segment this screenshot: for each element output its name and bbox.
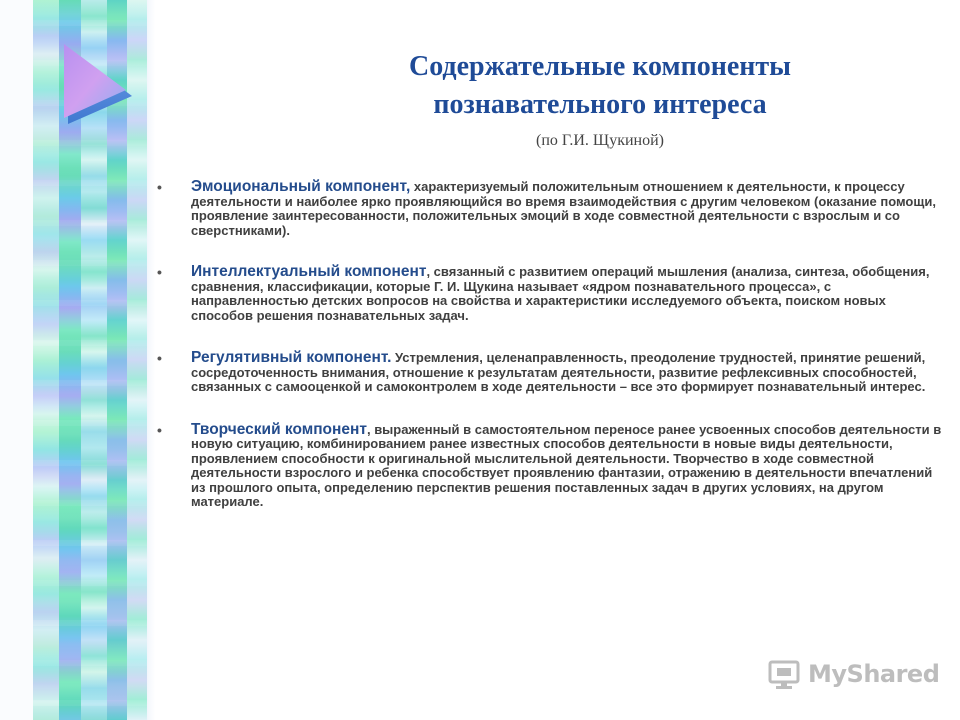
bullet-icon: •: [157, 421, 162, 438]
slide-title-line2: познавательного интереса: [433, 89, 767, 120]
play-triangle-icon: [62, 44, 134, 128]
list-item: [157, 265, 947, 323]
item-lead: Интеллектуальный компонент: [191, 263, 427, 280]
mosaic-column: [33, 0, 59, 720]
bullet-list: [157, 180, 947, 540]
bullet-icon: •: [157, 350, 162, 366]
left-margin: [0, 0, 33, 720]
slide-title-line1: Содержательные компоненты: [408, 51, 792, 82]
bullet-icon: •: [157, 179, 162, 195]
list-item: [157, 420, 947, 510]
item-lead: Эмоциональный компонент,: [191, 178, 411, 195]
watermark: [768, 656, 939, 692]
item-text: , выраженный в самостоятельном переносе ранее усвоенных способов деятельности в новую ситуацию, комбинированием ранее известных способов деятельности в новые виды деятельности, проявлением способности к оригинальной мыслительной деятельности. Творчество в ходе совместной деятельности взрослого и ребенка способствует проявлению фантазии, отражению в деятельности впечатлений из прошлого опыта, определению перспектив решения поставленных задач в других условиях, на другом материале.: [191, 421, 942, 509]
strip-edge: [147, 0, 155, 720]
item-text: Устремления, целенаправленность, преодоление трудностей, принятие решений, сосредоточенность внимания, отношение к результатам деятельности, развитие рефлексивных способностей, связанных с самооценкой и самоконтролем в ходе деятельности – все это формирует познавательный интерес.: [191, 350, 926, 394]
item-text: характеризуемый положительным отношением к деятельности, к процессу деятельности и наиболее ярко проявляющийся во время взаимодействия с другим человеком (оказание помощи, проявление заинтересованности, положительных эмоций в ходе совместной деятельности с взрослым и со сверстниками).: [191, 179, 936, 238]
item-lead: Творческий компонент: [191, 420, 367, 438]
slide-title: [300, 48, 900, 124]
myshared-logo-icon: [768, 658, 800, 690]
slide-subtitle: (по Г.И. Щукиной): [535, 132, 664, 149]
item-text: , связанный с развитием операций мышления (анализа, синтеза, обобщения, сравнения, классификации, которые Г. И. Щукина называет «ядром познавательного процесса», с направленностью детских вопросов на свойства и характеристики исследуемого объекта, поиском новых способов решения познавательных задач.: [191, 264, 930, 323]
watermark-text: MyShared: [808, 660, 940, 688]
list-item: [157, 351, 947, 395]
list-item: [157, 180, 947, 238]
bullet-icon: •: [157, 264, 162, 280]
title-block: [300, 48, 900, 150]
item-lead: Регулятивный компонент.: [191, 349, 392, 366]
